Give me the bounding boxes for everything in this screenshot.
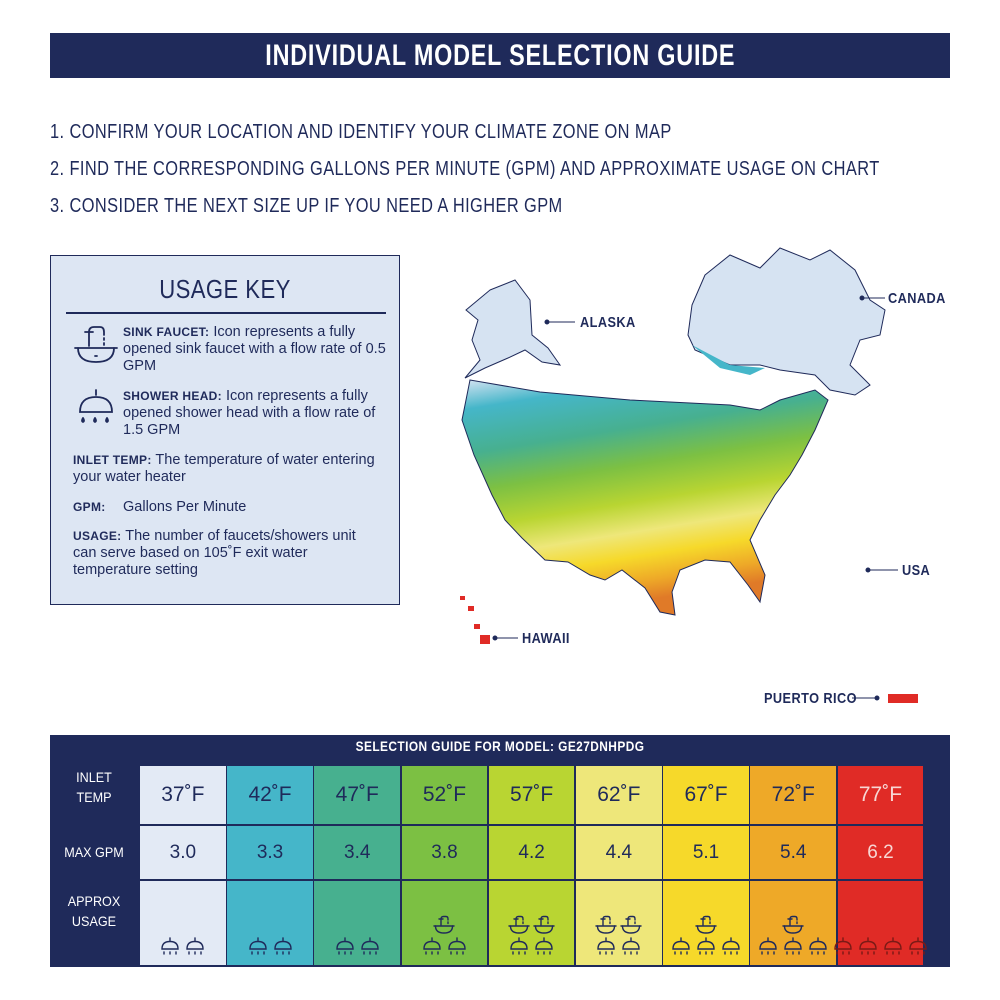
cell-temp-0 (140, 766, 226, 824)
shower-icons (247, 937, 294, 959)
faucet-icons (695, 915, 717, 935)
cell-usage-2 (314, 881, 400, 965)
shower-icons (757, 937, 829, 959)
cell-usage-8 (838, 881, 924, 965)
faucet-icons (508, 915, 555, 935)
cell-gpm-8 (838, 826, 924, 879)
usage-key-divider (66, 312, 386, 314)
max-gpm-value: 5.4 (780, 841, 807, 863)
map-label-hawaii: HAWAII (522, 630, 570, 647)
shower-head-icon (595, 937, 617, 959)
shower-head-icon (757, 937, 779, 959)
shower-head-icon (359, 937, 381, 959)
inlet-temp-value: 42˚F (248, 783, 292, 806)
key-item-shower-head: SHOWER HEAD: Icon represents a fully opened shower head with a flow rate of 1.5 GPM (123, 388, 376, 438)
shower-head-icon (832, 937, 854, 959)
shower-head-icon (184, 937, 206, 959)
shower-head-icon (334, 937, 356, 959)
cell-gpm-4 (489, 826, 575, 879)
step-3: 3. CONSIDER THE NEXT SIZE UP IF YOU NEED A HIGHER GPM (50, 195, 563, 217)
climate-zone-map (430, 240, 960, 710)
map-label-puerto-rico: PUERTO RICO (764, 690, 857, 707)
cell-usage-0 (140, 881, 226, 965)
shower-head-icon (720, 937, 742, 959)
shower-head-icon (882, 937, 904, 959)
cell-usage-6 (663, 881, 749, 965)
sink-faucet-icon (595, 915, 617, 935)
inlet-temp-value: 77˚F (858, 783, 903, 806)
selection-guide-title: SELECTION GUIDE FOR MODEL: GE27DNHPDG (355, 738, 645, 754)
cell-gpm-1 (227, 826, 313, 879)
inlet-temp-value: 72˚F (771, 783, 815, 806)
step-2: 2. FIND THE CORRESPONDING GALLONS PER MINUTE (GPM) AND APPROXIMATE USAGE ON CHART (50, 158, 880, 180)
max-gpm-value: 6.2 (867, 841, 894, 863)
cell-usage-7 (750, 881, 836, 965)
shower-icons (159, 937, 206, 959)
map-label-usa: USA (902, 562, 931, 579)
shower-head-icon (782, 937, 804, 959)
shower-icons (334, 937, 381, 959)
map-label-alaska: ALASKA (580, 314, 636, 331)
cell-temp-8 (838, 766, 924, 824)
hawaii-shape (460, 596, 490, 644)
cell-temp-2 (314, 766, 400, 824)
shower-head-icon (159, 937, 181, 959)
shower-head-icon (620, 937, 642, 959)
shower-head-icon (807, 937, 829, 959)
shower-head-icon (670, 937, 692, 959)
shower-icons (832, 937, 929, 959)
shower-head-icon (695, 937, 717, 959)
cell-gpm-5 (576, 826, 662, 879)
inlet-temp-value: 67˚F (684, 783, 728, 806)
sink-faucet-icon (782, 915, 804, 935)
faucet-icons (433, 915, 455, 935)
shower-head-icon (907, 937, 929, 959)
cell-temp-5 (576, 766, 662, 824)
faucet-icons (595, 915, 642, 935)
cell-usage-1 (227, 881, 313, 965)
cell-gpm-7 (750, 826, 836, 879)
inlet-temp-value: 47˚F (335, 783, 379, 806)
cell-usage-3 (402, 881, 488, 965)
shower-head-icon (247, 937, 269, 959)
sink-faucet-icon (533, 915, 555, 935)
sink-faucet-icon (695, 915, 717, 935)
title-bar (50, 33, 950, 78)
shower-icons (595, 937, 642, 959)
max-gpm-value: 5.1 (692, 841, 720, 863)
step-1: 1. CONFIRM YOUR LOCATION AND IDENTIFY YOUR CLIMATE ZONE ON MAP (50, 121, 672, 143)
sink-faucet-icon (508, 915, 530, 935)
max-gpm-value: 3.4 (344, 841, 371, 863)
shower-icons (670, 937, 742, 959)
row-label-inlet-temp: INLET TEMP (76, 769, 112, 805)
inlet-temp-value: 62˚F (597, 783, 641, 806)
shower-head-icon (446, 937, 468, 959)
row-label-max-gpm: MAX GPM (64, 844, 124, 860)
cell-usage-4 (489, 881, 575, 965)
key-item-sink-faucet: SINK FAUCET: Icon represents a fully opened sink faucet with a flow rate of 0.5 GPM (123, 324, 386, 374)
row-label-approx-usage: APPROX USAGE (67, 893, 121, 929)
sink-faucet-icon (620, 915, 642, 935)
shower-icons (421, 937, 468, 959)
alaska-shape (465, 280, 560, 378)
cell-temp-1 (227, 766, 313, 824)
key-item-usage: USAGE: The number of faucets/showers unit can serve based on 105˚F exit water temperature setting (73, 528, 356, 578)
shower-icons (508, 937, 555, 959)
sink-faucet-icon (433, 915, 455, 935)
instruction-steps (50, 118, 950, 229)
max-gpm-value: 4.2 (518, 841, 545, 863)
cell-temp-4 (489, 766, 575, 824)
usa-shape (462, 380, 828, 615)
key-item-gpm: GPM: Gallons Per Minute (73, 499, 247, 515)
selection-guide-table (50, 735, 950, 967)
key-item-inlet-temp: INLET TEMP: The temperature of water entering your water heater (73, 452, 375, 485)
cell-gpm-2 (314, 826, 400, 879)
cell-temp-6 (663, 766, 749, 824)
north-america-map (430, 240, 960, 710)
puerto-rico-shape (888, 694, 918, 703)
page-title: INDIVIDUAL MODEL SELECTION GUIDE (264, 38, 736, 72)
canada-shape (688, 248, 885, 395)
usage-key-title: USAGE KEY (159, 274, 291, 304)
cell-gpm-6 (663, 826, 749, 879)
shower-head-icon (421, 937, 443, 959)
shower-head-icon (272, 937, 294, 959)
shower-head-icon (508, 937, 530, 959)
max-gpm-value: 3.0 (169, 841, 197, 863)
inlet-temp-value: 57˚F (510, 783, 554, 806)
cell-gpm-0 (140, 826, 226, 879)
cell-usage-5 (576, 881, 662, 965)
max-gpm-value: 3.8 (431, 841, 458, 863)
map-label-canada: CANADA (888, 290, 946, 307)
inlet-temp-value: 52˚F (422, 783, 467, 806)
shower-head-icon (857, 937, 879, 959)
cell-temp-7 (750, 766, 836, 824)
cell-temp-3 (402, 766, 488, 824)
max-gpm-value: 4.4 (605, 841, 633, 863)
cell-gpm-3 (402, 826, 488, 879)
inlet-temp-value: 37˚F (161, 783, 205, 806)
shower-head-icon (533, 937, 555, 959)
usage-key-panel (50, 255, 400, 605)
max-gpm-value: 3.3 (256, 841, 284, 863)
faucet-icons (782, 915, 804, 935)
